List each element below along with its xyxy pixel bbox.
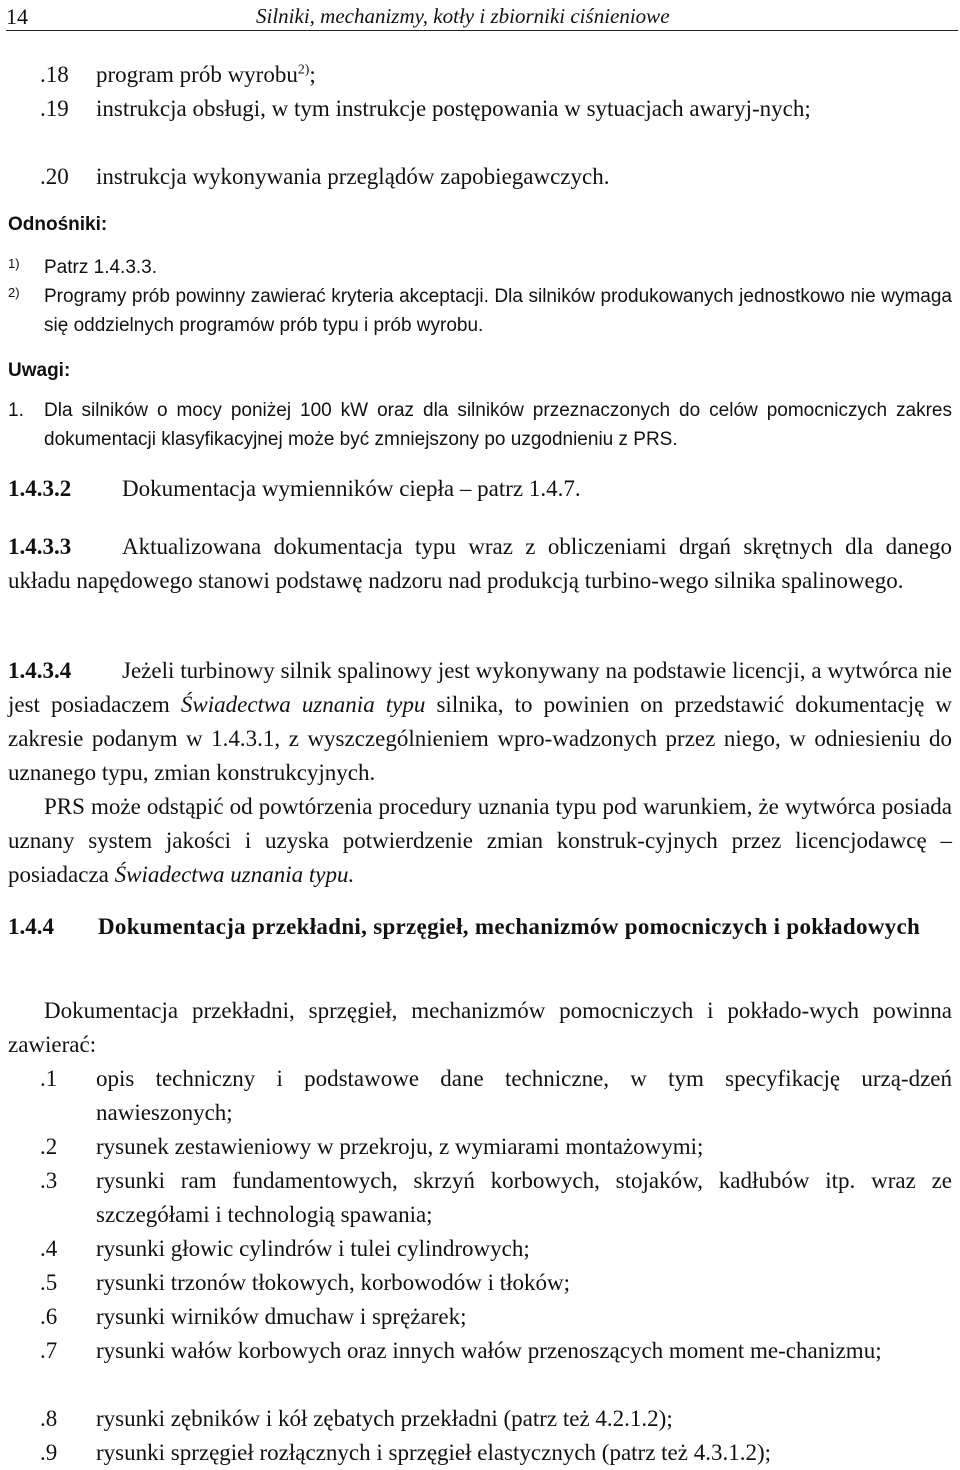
remarks-heading: Uwagi: — [8, 360, 71, 381]
running-title: Silniki, mechanizmy, kotły i zbiorniki ciśnieniowe — [256, 4, 670, 28]
page-number: 14 — [6, 4, 28, 29]
section-1-4-3-4-para2: PRS może odstąpić od powtórzenia procedury uznania typu pod warunkiem, że wytwórca posiada uznany system jakości i uzyska potwierdzenie zmian konstruk-cyjnych przez licencjodawcę – posiadacza Świadectwa uznania typu. — [8, 794, 952, 887]
page-header — [6, 2, 958, 31]
footnotes-heading: Odnośniki: — [8, 214, 108, 235]
footnote-ref: 2) — [297, 61, 310, 77]
section-1-4-3-4: 1.4.3.4 Jeżeli turbinowy silnik spalinowy jest wykonywany na podstawie licencji, a wytwórca nie jest posiadaczem Świadectwa uznania typu silnika, to powinien on przedstawić dokumentację w zakresie podanym w 1.4.3.1, z wyszczególnieniem wpro-wadzonych przez niego, w odniesieniu do uznanego typu, zmian konstrukcyjnych. — [8, 658, 952, 785]
section-1-4-3-3: 1.4.3.3 Aktualizowana dokumentacja typu wraz z obliczeniami drgań skrętnych dla danego układu napędowego stanowi podstawę nadzoru nad produkcją turbino-wego silnika spalinowego. — [8, 534, 952, 593]
document-page: 14 Silniki, mechanizmy, kotły i zbiorniki ciśnieniowe .18 program prób wyrobu$^{2)}$; .19 instrukcja obsługi, w tym instrukcje postępowania w sytuacjach awaryj-nych; .20 instrukcja wykonywania przeglądów zapobiegawczych. Odnośniki: 1) Patrz 1.4.3.3. 2) Programy prób powinny zawierać kryteria akceptacji. Dla silników produkowanych jednostkowo nie wymaga się oddzielnych programów prób typu i prób wyrobu. Uwagi: 1. Dla silników o mocy poniżej 100 kW oraz dla silników przeznaczonych do celów pomocniczych zakres dokumentacji klasyfikacyjnej może być zmniejszony po uzgodnieniu z PRS. 1.4.3.2 Dokumentacja wymienników ciepła – patrz 1.4.7. 1.4.3.3 Aktualizowana dokumentacja typu wraz z obliczeniami drgań skrętnych dla danego układu napędowego stanowi podstawę nadzoru nad produkcją turbino-wego silnika spalinowego. 1.4.3.4 Jeżeli turbinowy silnik spalinowy jest wykonywany na podstawie licencji, a wytwórca nie jest posiadaczem Świadectwa uznania typu silnika, to powinien on przedstawić dokumentację w zakresie podanym w 1.4.3.1, z wyszczególnieniem wpro-wadzonych przez niego, w odniesieniu do uznanego typu, zmian konstrukcyjnych. PRS może odstąpić od powtórzenia procedury uznania typu pod warunkiem, że wytwórca posiada uznany system jakości i uzyska potwierdzenie zmian konstruk-cyjnych przez licencjodawcę – posiadacza Świadectwa uznania typu. 1.4.4 Dokumentacja przekładni, sprzęgieł, mechanizmów pomocniczych i pokładowych Dokumentacja przekładni, sprzęgieł, mechanizmów pomocniczych i pokłado-wych powinna zawierać: .1 opis techniczny i podstawowe dane techniczne, w tym specyfikację urzą-dzeń nawieszonych; .2 rysunek zestawieniowy w przekroju, z wymiarami montażowymi; .3 rysunki ram fundamentowych, skrzyń korbowych, stojaków, kadłubów itp. wraz ze szczegółami i technologią spawania; .4 rysunki głowic cylindrów i tulei cylindrowych; .5 rysunki trzonów tłokowych, korbowodów i tłoków; .6 rysunki wirników dmuchaw i sprężarek; .7 rysunki wałów korbowych oraz innych wałów przenoszących moment me-chanizmu; .8 rysunki zębników i kół zębatych przekładni (patrz też 4.2.1.2); .9 rysunki sprzęgieł rozłącznych i sprzęgieł elastycznych (patrz też 4.3.1.2); — [0, 0, 960, 1457]
section-1-4-3-2: 1.4.3.2 Dokumentacja wymienników ciepła – patrz 1.4.7. — [8, 476, 581, 501]
section-1-4-4-intro: Dokumentacja przekładni, sprzęgieł, mechanizmów pomocniczych i pokłado-wych powinna zawierać: — [8, 998, 952, 1057]
